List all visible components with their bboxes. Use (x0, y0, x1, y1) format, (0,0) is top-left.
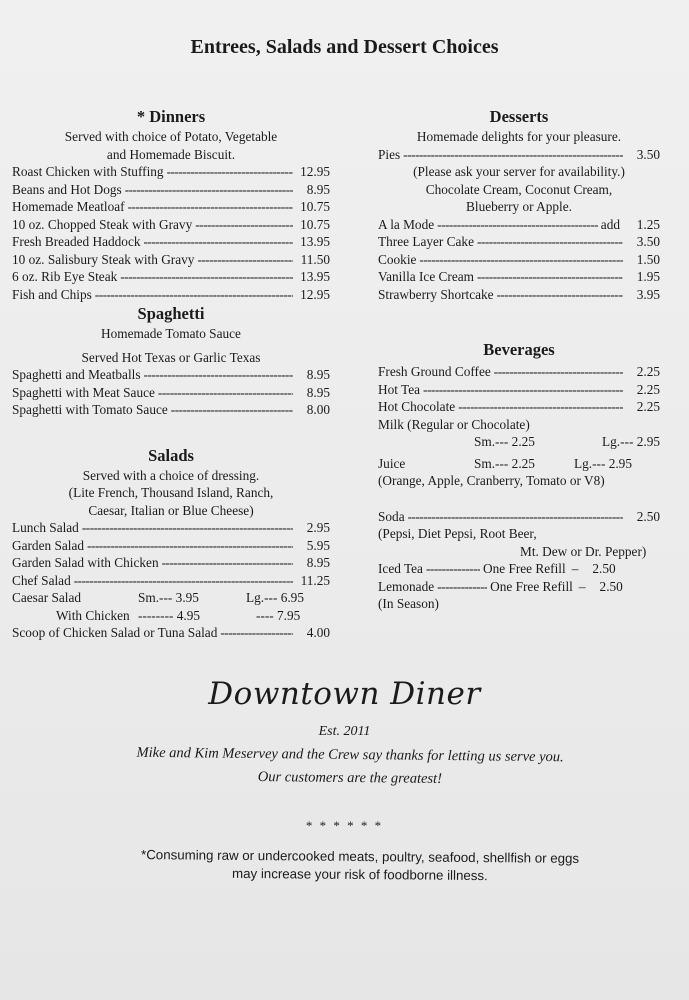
juice-note: (Orange, Apple, Cranberry, Tomato or V8) (378, 473, 605, 488)
item-price-large: Lg.--- 6.95 (246, 590, 304, 605)
pies-note-line: Blueberry or Apple. (466, 199, 572, 214)
menu-item (12, 163, 330, 181)
item-name: Cookie (378, 251, 417, 267)
item-name: Hot Chocolate (378, 399, 456, 414)
item-price: 5.95 (306, 537, 330, 553)
item-price: 1.95 (636, 269, 660, 284)
item-price: 8.95 (306, 367, 330, 382)
leader-dots (74, 572, 293, 590)
spaghetti-note (12, 325, 330, 366)
food-safety-disclaimer (80, 846, 640, 887)
milk-label: Milk (Regular or Chocolate) (378, 416, 530, 432)
page-title: Entrees, Salads and Dessert Choices (190, 36, 499, 58)
dinners-note-line: Served with choice of Potato, Vegetable (64, 129, 278, 144)
leader-dots (220, 624, 293, 642)
item-name: Roast Chicken with Stuffing (12, 164, 164, 179)
item-name: Lemonade (378, 578, 435, 594)
item-price: 2.25 (636, 364, 660, 379)
item-name: Homemade Meatloaf (12, 199, 125, 214)
established-text: Est. 2011 (318, 724, 371, 739)
item-name: Beans and Hot Dogs (12, 181, 122, 197)
menu-item (12, 401, 330, 419)
item-price: 10.75 (300, 216, 330, 232)
dinners-note-line: and Homemade Biscuit. (106, 146, 236, 162)
menu-item (378, 216, 660, 234)
item-price-small: -------- 4.95 (138, 607, 201, 623)
salads-note-line: Caesar, Italian or Blue Cheese) (88, 502, 254, 518)
item-price: 1.25 (636, 216, 660, 232)
menu-item (378, 146, 660, 164)
menu-item (12, 537, 330, 555)
menu-item (12, 519, 330, 537)
spaghetti-heading: Spaghetti (137, 304, 205, 323)
thanks-message (60, 741, 640, 793)
leader-dots (120, 268, 293, 286)
leader-dots (497, 286, 623, 304)
leader-dots (419, 251, 623, 269)
item-price: 12.95 (300, 286, 330, 302)
menu-item (378, 455, 660, 473)
salads-note (12, 467, 330, 520)
spaghetti-note-line: Homemade Tomato Sauce (101, 326, 241, 341)
item-name: Fish and Chips (12, 286, 92, 302)
item-price: 11.25 (300, 572, 330, 588)
item-price-large: Lg.--- 2.95 (602, 434, 660, 449)
menu-item (378, 286, 660, 304)
salads-note-line: (Lite French, Thousand Island, Ranch, (68, 485, 274, 500)
item-name: Strawberry Shortcake (378, 286, 494, 302)
item-name: Caesar Salad (12, 590, 82, 605)
menu-item (12, 268, 330, 286)
lemonade-note: (In Season) (378, 596, 439, 611)
leader-dots (426, 560, 480, 578)
leader-dots (158, 384, 293, 402)
menu-item (378, 363, 660, 381)
item-price: 8.95 (306, 384, 330, 400)
salads-list (12, 519, 330, 642)
leader-dots (171, 401, 293, 419)
desserts-heading: Desserts (489, 107, 549, 126)
item-name: Scoop of Chicken Salad or Tuna Salad (12, 625, 218, 640)
item-price-small: Sm.--- 2.25 (474, 455, 535, 471)
item-price-large: ---- 7.95 (256, 607, 301, 623)
pies-note-line: (Please ask your server for availability.) (413, 164, 625, 179)
right-column (378, 106, 660, 613)
item-name: Soda (378, 508, 405, 524)
item-price: 13.95 (300, 234, 330, 249)
item-price: 2.25 (636, 399, 660, 414)
menu-item (378, 398, 660, 416)
item-price-prefix: One Free Refill (490, 578, 573, 594)
leader-dots (437, 216, 598, 234)
item-price: 4.00 (306, 625, 330, 640)
soda-note-line: Mt. Dew or Dr. Pepper) (520, 543, 647, 559)
item-name: A la Mode (378, 216, 435, 232)
item-price: 8.00 (306, 402, 330, 417)
item-price: 13.95 (300, 269, 330, 284)
dinners-heading: * Dinners (136, 107, 206, 126)
item-price: 3.95 (636, 286, 660, 302)
pies-note-line: Chocolate Cream, Coconut Cream, (425, 181, 613, 197)
leader-dots (144, 366, 293, 384)
item-price: 2.25 (636, 381, 660, 397)
leader-dots (423, 381, 623, 399)
menu-item (12, 216, 330, 234)
item-price: 3.50 (636, 234, 660, 249)
item-name: 6 oz. Rib Eye Steak (12, 269, 118, 284)
menu-item (378, 268, 660, 286)
item-price: 2.50 (599, 578, 623, 594)
item-price: 3.50 (636, 146, 660, 162)
salads-heading: Salads (148, 445, 194, 465)
menu-item (12, 554, 330, 572)
item-price: 12.95 (300, 164, 330, 179)
menu-item (12, 589, 330, 607)
spaghetti-note-line: Served Hot Texas or Garlic Texas (81, 349, 261, 365)
item-name: Three Layer Cake (378, 234, 474, 249)
leader-dots (195, 216, 293, 234)
leader-dots (167, 163, 293, 181)
thanks-line: Mike and Kim Meservey and the Crew say thanks for letting us serve you. (136, 744, 564, 766)
menu-item (12, 607, 330, 625)
leader-dots (125, 181, 293, 199)
item-price: 1.50 (636, 251, 660, 267)
menu-item (12, 572, 330, 590)
item-name: Vanilla Ice Cream (378, 269, 474, 284)
menu-item (12, 624, 330, 642)
left-column (12, 106, 330, 642)
leader-dots (82, 519, 293, 537)
menu-item (378, 251, 660, 269)
thanks-line: Our customers are the greatest! (257, 769, 443, 787)
item-name: Pies (378, 146, 401, 162)
leader-dots (197, 251, 293, 269)
beverages-heading: Beverages (483, 340, 555, 359)
item-price-small: Sm.--- 2.25 (474, 434, 535, 449)
item-name: Chef Salad (12, 572, 71, 588)
item-name: 10 oz. Chopped Steak with Gravy (12, 216, 193, 232)
item-name: Lunch Salad (12, 520, 79, 535)
leader-dots (403, 146, 623, 164)
leader-dots (408, 508, 623, 526)
menu-item (378, 508, 660, 526)
menu-item: Lemonade ----- One Free Refill – 2.50 (378, 578, 660, 596)
item-price: 2.50 (592, 561, 616, 576)
item-price-large: Lg.--- 2.95 (574, 455, 632, 471)
leader-dots (494, 363, 623, 381)
leader-dots (162, 554, 293, 572)
menu-item (12, 181, 330, 199)
item-name: 10 oz. Salisbury Steak with Gravy (12, 251, 195, 267)
item-name: Spaghetti with Meat Sauce (12, 384, 155, 400)
diner-logo-text: Downtown Diner (208, 676, 481, 712)
disclaimer-line: may increase your risk of foodborne illness. (232, 865, 488, 884)
star-divider: * * * * * * (305, 818, 384, 833)
menu-item (12, 286, 330, 304)
milk-sizes (378, 433, 660, 451)
menu-item (12, 233, 330, 251)
item-price: 11.50 (300, 251, 330, 267)
leader-dots (437, 578, 487, 596)
desserts-note: Homemade delights for your pleasure. (416, 129, 622, 144)
menu-item: Iced Tea ----- One Free Refill – 2.50 (378, 560, 660, 578)
item-price: 10.75 (300, 199, 330, 214)
dinners-note (12, 128, 330, 163)
menu-item (12, 198, 330, 216)
item-name: Iced Tea (378, 561, 423, 576)
menu-item (12, 384, 330, 402)
item-name: Hot Tea (378, 381, 421, 397)
menu-item (378, 381, 660, 399)
item-name: Garden Salad with Chicken (12, 555, 159, 570)
leader-dots (477, 233, 623, 251)
item-name: Fresh Ground Coffee (378, 364, 491, 379)
pies-note (378, 163, 660, 216)
menu-item (12, 251, 330, 269)
item-price-prefix: add (600, 216, 620, 232)
spaghetti-list (12, 366, 330, 419)
item-name: Spaghetti and Meatballs (12, 367, 141, 382)
item-price: 2.50 (636, 508, 660, 524)
disclaimer-line: *Consuming raw or undercooked meats, poultry, seafood, shellfish or eggs (140, 847, 580, 866)
soda-note-line: (Pepsi, Diet Pepsi, Root Beer, (378, 526, 537, 541)
item-price-small: Sm.--- 3.95 (138, 590, 199, 605)
item-price: 8.95 (306, 555, 330, 570)
dinners-list (12, 163, 330, 303)
menu-item (378, 233, 660, 251)
item-price: 8.95 (306, 181, 330, 197)
item-name: Juice (378, 455, 406, 471)
leader-dots (128, 198, 293, 216)
leader-dots (477, 268, 623, 286)
leader-dots (144, 233, 294, 251)
item-price-prefix: One Free Refill (482, 561, 566, 576)
item-price: 2.95 (306, 520, 330, 535)
item-name: With Chicken (56, 607, 130, 623)
item-name: Garden Salad (12, 537, 84, 553)
leader-dots (95, 286, 293, 304)
leader-dots (458, 398, 623, 416)
item-name: Fresh Breaded Haddock (12, 234, 141, 249)
menu-item (12, 366, 330, 384)
leader-dots (87, 537, 293, 555)
salads-note-line: Served with a choice of dressing. (82, 467, 260, 483)
item-name: Spaghetti with Tomato Sauce (12, 402, 168, 417)
